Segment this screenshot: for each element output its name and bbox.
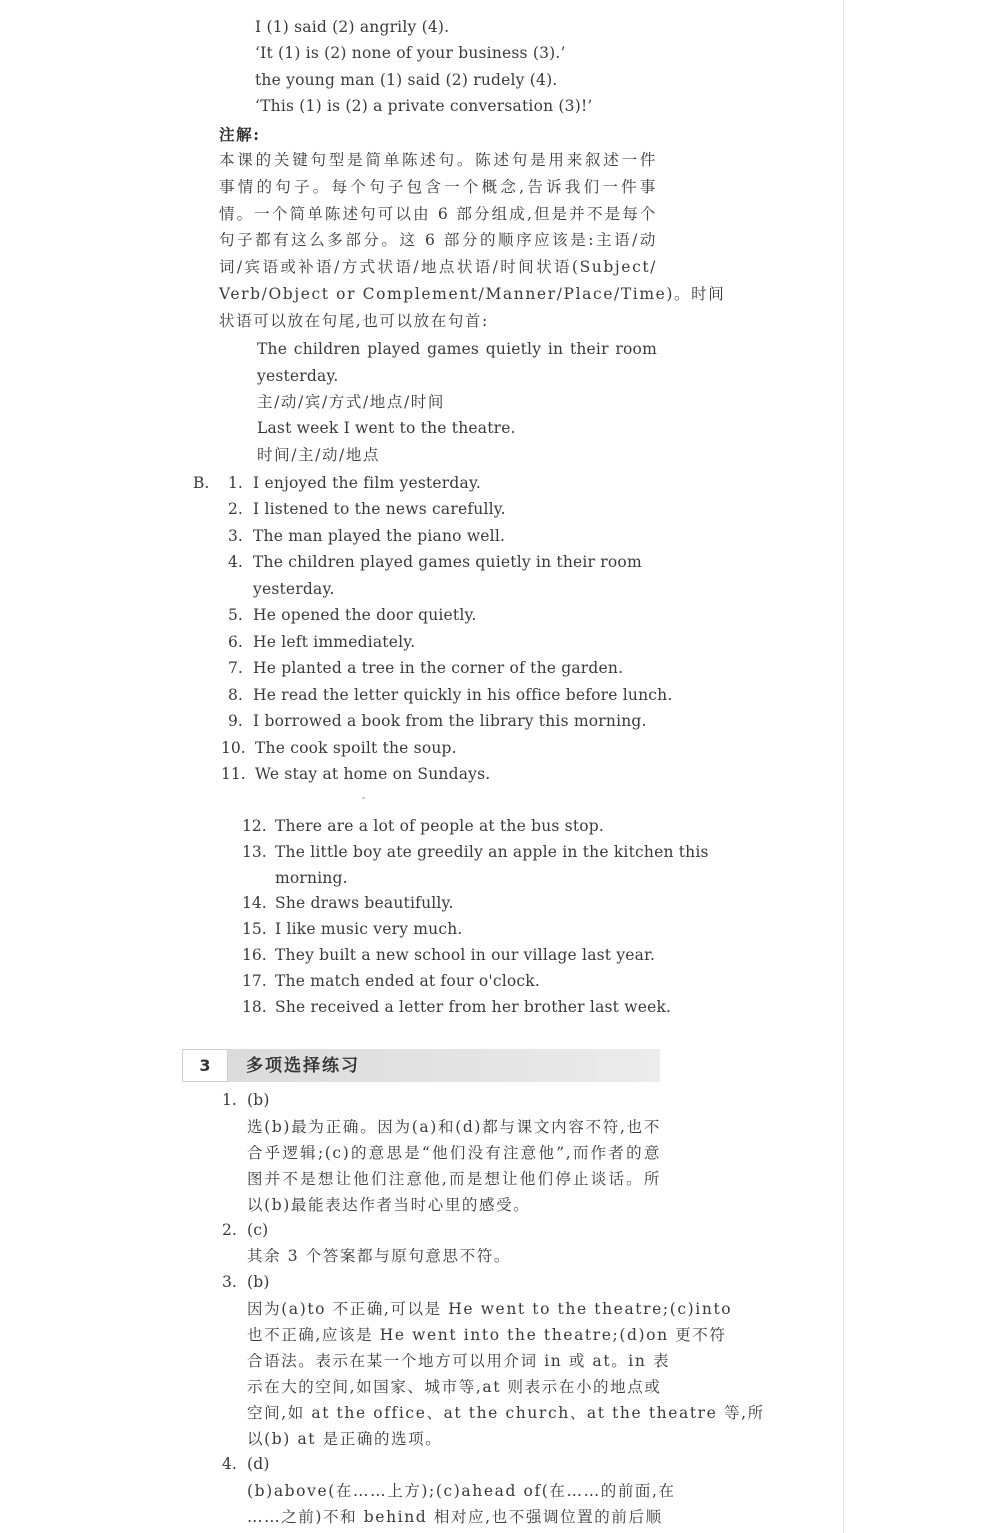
explanation-line: 因为(a)to 不正确,可以是 He went to the theatre;(c)into <box>247 1300 733 1318</box>
item-text: He opened the door quietly. <box>253 606 477 624</box>
question-number: 2. <box>222 1221 237 1239</box>
question-answer: (b) <box>247 1273 270 1291</box>
item-number: 3. <box>228 527 243 545</box>
example-sentence: The children played games quietly in their room <box>257 340 657 358</box>
item-number: 18. <box>242 998 267 1016</box>
question-number: 4. <box>222 1455 237 1473</box>
item-number: 12. <box>242 817 267 835</box>
note-body-line: 状语可以放在句尾,也可以放在句首: <box>219 312 489 330</box>
item-number: 15. <box>242 920 267 938</box>
explanation-line: 示在大的空间,如国家、城市等,at 则表示在小的地点或 <box>247 1378 662 1396</box>
explanation-line: 合语法。表示在某一个地方可以用介词 in 或 at。in 表 <box>247 1352 671 1370</box>
item-number: 8. <box>228 686 243 704</box>
item-number: 11. <box>221 765 246 783</box>
section-number: 3 <box>182 1049 228 1082</box>
item-number: 6. <box>228 633 243 651</box>
explanation-line: 合乎逻辑;(c)的意思是“他们没有注意他”,而作者的意 <box>247 1144 661 1162</box>
explanation-line: 也不正确,应该是 He went into the theatre;(d)on 更不符 <box>247 1326 727 1344</box>
example-sentence-cont: yesterday. <box>257 367 339 385</box>
item-text: The match ended at four o'clock. <box>275 972 541 990</box>
item-number: 9. <box>228 712 243 730</box>
item-text: The man played the piano well. <box>253 527 506 545</box>
item-text: He read the letter quickly in his office before lunch. <box>253 686 673 704</box>
page-edge-line <box>843 0 844 1533</box>
example-sentence: Last week I went to the theatre. <box>257 419 516 437</box>
part-a-line: I (1) said (2) angrily (4). <box>255 18 450 36</box>
item-text: I listened to the news carefully. <box>253 500 506 518</box>
part-b-label: B. <box>193 474 210 492</box>
section-title: 多项选择练习 <box>246 1056 360 1076</box>
question-answer: (c) <box>247 1221 269 1239</box>
item-number: 7. <box>228 659 243 677</box>
question-answer: (d) <box>247 1455 270 1473</box>
item-text-cont: morning. <box>275 869 348 887</box>
example-pattern: 主/动/宾/方式/地点/时间 <box>257 393 446 411</box>
explanation-line: 选(b)最为正确。因为(a)和(d)都与课文内容不符,也不 <box>247 1118 661 1136</box>
item-number: 10. <box>221 739 246 757</box>
scan-speck <box>362 797 365 799</box>
item-number: 2. <box>228 500 243 518</box>
item-text: I enjoyed the film yesterday. <box>253 474 481 492</box>
item-text: The little boy ate greedily an apple in the kitchen this <box>275 843 709 861</box>
part-a-line: ‘This (1) is (2) a private conversation (3)!’ <box>255 97 593 115</box>
item-text: I borrowed a book from the library this morning. <box>253 712 647 730</box>
item-number: 4. <box>228 553 243 571</box>
note-body-line: Verb/Object or Complement/Manner/Place/Time)。时间 <box>219 285 726 303</box>
explanation-line: 以(b)最能表达作者当时心里的感受。 <box>247 1196 531 1214</box>
question-answer: (b) <box>247 1091 270 1109</box>
item-text: I like music very much. <box>275 920 463 938</box>
item-text: He planted a tree in the corner of the garden. <box>253 659 624 677</box>
item-text: The children played games quietly in their room <box>253 553 642 571</box>
note-body-line: 情。一个简单陈述句可以由 6 部分组成,但是并不是每个 <box>219 205 657 223</box>
item-number: 13. <box>242 843 267 861</box>
note-body-line: 事情的句子。每个句子包含一个概念,告诉我们一件事 <box>219 178 657 196</box>
explanation-line: 图并不是想让他们注意他,而是想让他们停止谈话。所 <box>247 1170 661 1188</box>
question-number: 1. <box>222 1091 237 1109</box>
item-number: 17. <box>242 972 267 990</box>
item-number: 14. <box>242 894 267 912</box>
item-number: 16. <box>242 946 267 964</box>
item-number: 1. <box>228 474 243 492</box>
item-text: They built a new school in our village last year. <box>275 946 656 964</box>
item-text: The cook spoilt the soup. <box>255 739 457 757</box>
note-body-line: 句子都有这么多部分。这 6 部分的顺序应该是:主语/动 <box>219 231 657 249</box>
explanation-line: ……之前)不和 behind 相对应,也不强调位置的前后顺 <box>247 1508 663 1526</box>
explanation-line: 其余 3 个答案都与原句意思不符。 <box>247 1247 511 1265</box>
question-number: 3. <box>222 1273 237 1291</box>
explanation-line: (b)above(在……上方);(c)ahead of(在……的前面,在 <box>247 1482 676 1500</box>
item-text: He left immediately. <box>253 633 416 651</box>
item-number: 5. <box>228 606 243 624</box>
note-body-line: 词/宾语或补语/方式状语/地点状语/时间状语(Subject/ <box>219 258 657 276</box>
item-text: She received a letter from her brother last week. <box>275 998 672 1016</box>
item-text: There are a lot of people at the bus stop. <box>275 817 605 835</box>
part-a-line: the young man (1) said (2) rudely (4). <box>255 71 558 89</box>
note-body-line: 本课的关键句型是简单陈述句。陈述句是用来叙述一件 <box>219 151 657 169</box>
item-text-cont: yesterday. <box>253 580 335 598</box>
explanation-line: 以(b) at 是正确的选项。 <box>247 1430 443 1448</box>
item-text: We stay at home on Sundays. <box>255 765 491 783</box>
item-text: She draws beautifully. <box>275 894 454 912</box>
note-heading: 注解: <box>219 125 261 144</box>
explanation-line: 空间,如 at the office、at the church、at the theatre 等,所 <box>247 1404 765 1422</box>
part-a-line: ‘It (1) is (2) none of your business (3).’ <box>255 44 566 62</box>
example-pattern: 时间/主/动/地点 <box>257 446 381 464</box>
